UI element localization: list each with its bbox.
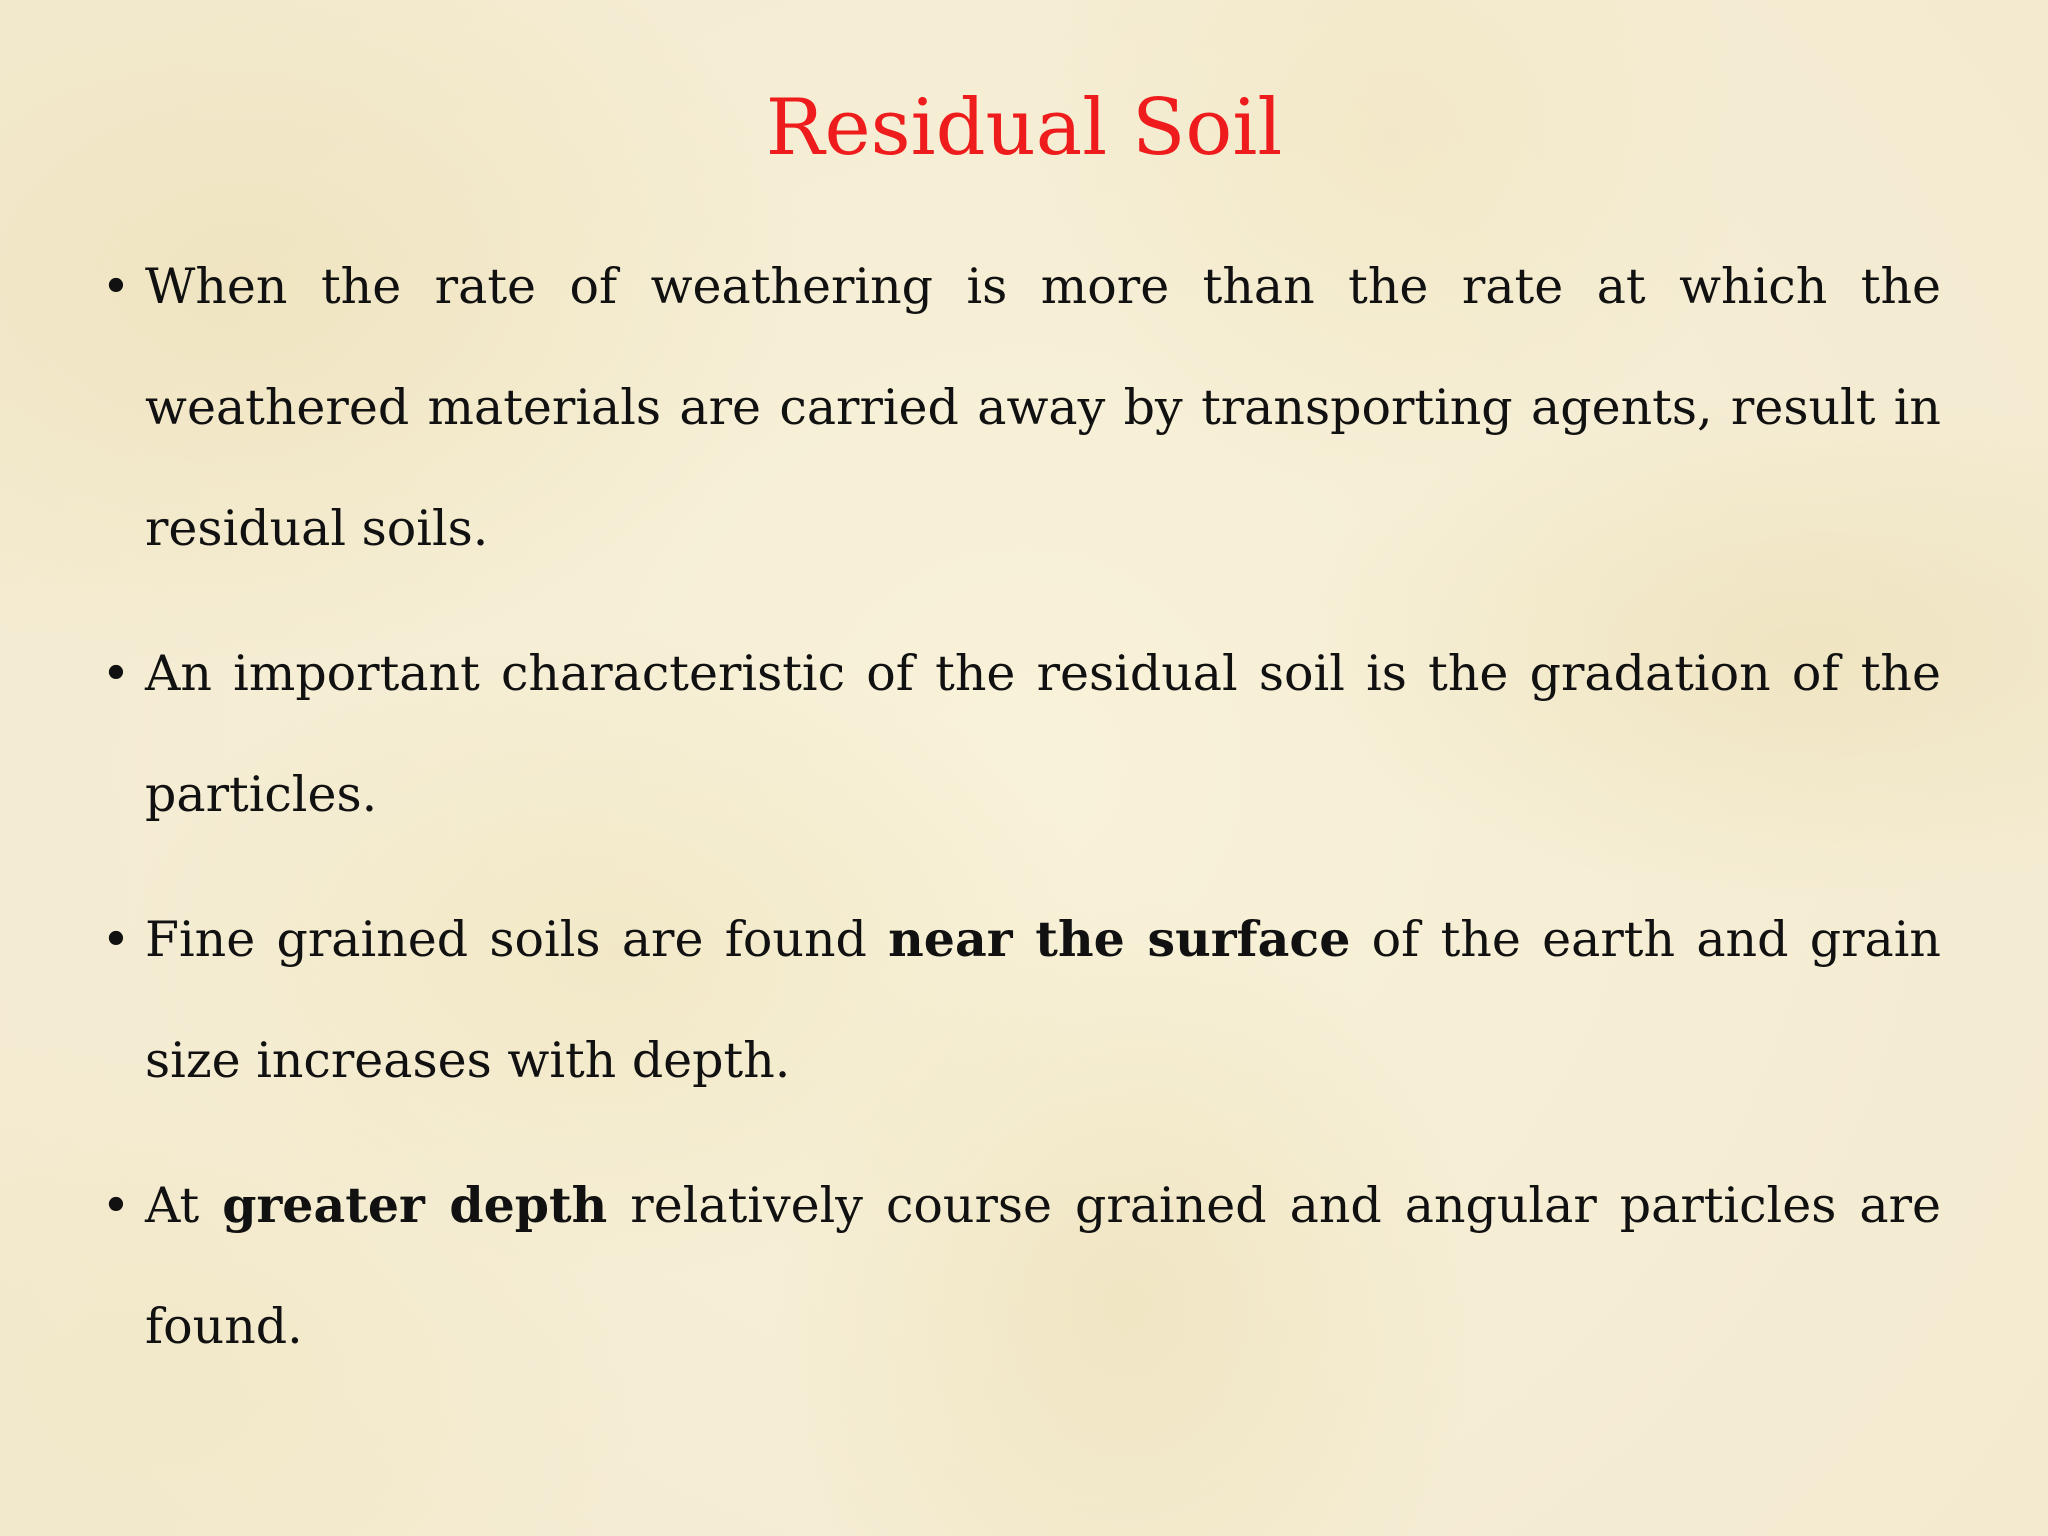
bullet-item [101, 879, 1941, 1121]
slide-title: Residual Soil [765, 83, 1283, 173]
bullet-item [101, 226, 1941, 589]
bullet-text-emphasis: greater depth [222, 1176, 608, 1234]
bullet-item [101, 1145, 1941, 1387]
bullet-dot: • [101, 1177, 131, 1234]
bullet-text-after: of the earth and grain size increases with depth. [145, 911, 1941, 1089]
bullet-text-before: Fine grained soils are found [145, 911, 889, 968]
bullet-item [101, 613, 1941, 855]
bullet-text-emphasis: near the surface [888, 910, 1351, 968]
bullet-dot: • [101, 911, 131, 968]
bullet-dot: • [101, 258, 131, 315]
bullet-list [101, 226, 1941, 1411]
bullet-text: An important characteristic of the residual soil is the gradation of the particles. [145, 645, 1941, 823]
bullet-text: When the rate of weathering is more than the rate at which the weathered materials are carried away by transporting agents, result in residual soils. [145, 258, 1941, 557]
bullet-text-before: At [145, 1177, 223, 1234]
bullet-text-after: relatively course grained and angular particles are found. [145, 1177, 1941, 1355]
bullet-dot: • [101, 645, 131, 702]
